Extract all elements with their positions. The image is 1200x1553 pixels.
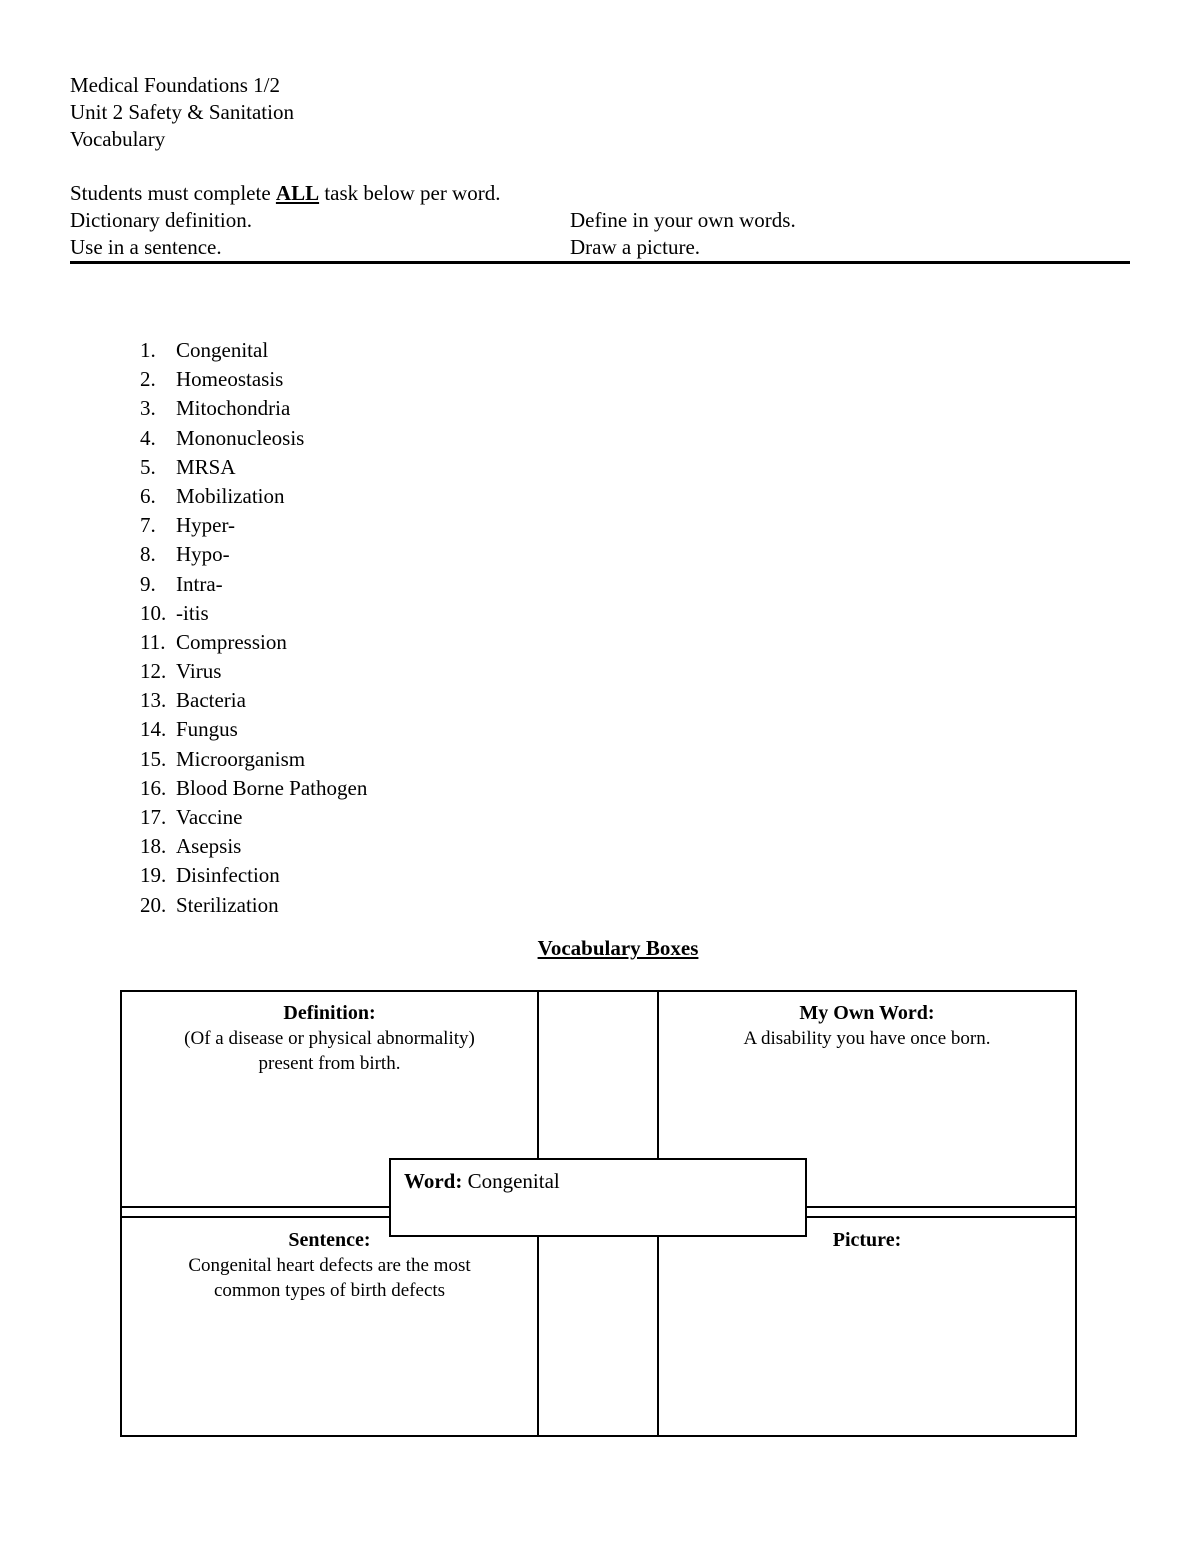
word-line	[404, 1169, 560, 1194]
vocabulary-item-word: Bacteria	[176, 688, 246, 713]
vocabulary-item	[140, 424, 367, 453]
header-divider	[70, 261, 1130, 264]
vocabulary-item-number: 1.	[140, 338, 156, 362]
vocabulary-item-number: 18.	[140, 834, 167, 859]
vocabulary-item-number: 8.	[140, 542, 156, 567]
vocabulary-item-number: 11.	[140, 629, 166, 654]
vocabulary-item-word: Vaccine	[176, 805, 243, 829]
vocabulary-item-number: 20.	[140, 892, 167, 917]
vocabulary-item	[140, 540, 367, 569]
vocabulary-item-number: 10.	[140, 600, 167, 625]
vocabulary-item	[140, 774, 367, 803]
vocabulary-item-number: 15.	[140, 746, 167, 771]
vocabulary-item	[140, 861, 367, 890]
vocabulary-item-number: 6.	[140, 483, 156, 508]
vocabulary-item	[140, 715, 367, 744]
vocabulary-item	[140, 628, 367, 657]
intro-before: Students must complete	[70, 181, 276, 205]
intro-emphasis: ALL	[275, 181, 320, 205]
vocabulary-item	[140, 832, 367, 861]
vocabulary-item-word: Microorganism	[176, 746, 306, 771]
vocabulary-list	[140, 336, 367, 920]
sentence-label: Sentence:	[288, 1229, 371, 1251]
word-value: Congenital	[467, 1169, 560, 1193]
vocabulary-item-number: 4.	[140, 425, 156, 450]
vocabulary-item-word: Disinfection	[176, 863, 280, 888]
topic-title: Vocabulary	[70, 127, 166, 151]
definition-line-1: (Of a disease or physical abnormality)	[184, 1028, 475, 1049]
course-title: Medical Foundations 1/2	[70, 73, 280, 97]
vocabulary-item-word: Mitochondria	[176, 396, 291, 421]
vocabulary-item-word: Hypo-	[176, 542, 230, 567]
vocabulary-item-number: 3.	[140, 396, 156, 421]
vocabulary-item	[140, 394, 367, 423]
definition-label: Definition:	[283, 1002, 376, 1024]
vocabulary-item	[140, 365, 367, 394]
vocabulary-item	[140, 657, 367, 686]
word-box	[389, 1158, 807, 1237]
vocabulary-item-word: Congenital	[176, 338, 269, 362]
vocabulary-item	[140, 511, 367, 540]
vocabulary-item	[140, 599, 367, 628]
vocabulary-item-word: Virus	[176, 659, 222, 684]
vocabulary-item-number: 16.	[140, 775, 167, 800]
vocabulary-item-word: MRSA	[176, 454, 236, 479]
own-words-cell	[659, 1001, 1075, 1051]
vocabulary-item	[140, 453, 367, 482]
vocabulary-item-word: Intra-	[176, 571, 223, 596]
vocabulary-item	[140, 570, 367, 599]
vocabulary-item-number: 9.	[140, 571, 156, 596]
sentence-line-1: Congenital heart defects are the most	[188, 1255, 471, 1276]
vocabulary-item-number: 5.	[140, 454, 156, 479]
instructions-intro	[70, 180, 500, 207]
vocabulary-item-number: 19.	[140, 863, 167, 888]
vocab-boxes-title: Vocabulary Boxes	[537, 936, 699, 960]
vocabulary-item-number: 13.	[140, 688, 167, 713]
definition-cell	[122, 1001, 537, 1076]
vocabulary-item-word: Blood Borne Pathogen	[176, 775, 368, 800]
vocabulary-item-word: Sterilization	[176, 892, 279, 917]
picture-label: Picture:	[832, 1229, 902, 1251]
sentence-cell	[122, 1228, 537, 1303]
word-label: Word:	[404, 1169, 463, 1193]
vocabulary-item-word: Compression	[176, 629, 287, 654]
vocabulary-item	[140, 482, 367, 511]
vocabulary-item	[140, 803, 367, 832]
vocabulary-item-word: -itis	[176, 600, 209, 625]
task-dictionary-definition: Dictionary definition.	[70, 208, 252, 232]
vocabulary-item-word: Fungus	[176, 717, 238, 742]
sentence-line-2: common types of birth defects	[213, 1280, 446, 1301]
task-sentence: Use in a sentence.	[70, 235, 222, 259]
vocabulary-item-word: Mononucleosis	[176, 425, 305, 450]
vocabulary-item	[140, 336, 367, 365]
vocabulary-item-number: 14.	[140, 717, 167, 742]
intro-after: task below per word.	[319, 181, 501, 205]
vocabulary-item	[140, 891, 367, 920]
vocabulary-item-word: Homeostasis	[176, 367, 284, 392]
vocabulary-item-number: 17.	[140, 805, 167, 829]
task-own-words: Define in your own words.	[570, 208, 796, 232]
own-words-label: My Own Word:	[799, 1002, 935, 1024]
vocabulary-item-word: Hyper-	[176, 513, 236, 538]
vocabulary-item	[140, 745, 367, 774]
vocabulary-item-number: 7.	[140, 513, 156, 538]
vocabulary-item-word: Mobilization	[176, 483, 285, 508]
definition-line-2: present from birth.	[258, 1053, 401, 1074]
own-words-line-1: A disability you have once born.	[743, 1028, 991, 1049]
vocabulary-item-word: Asepsis	[176, 834, 242, 859]
vocabulary-item-number: 12.	[140, 659, 167, 684]
task-picture: Draw a picture.	[570, 235, 701, 259]
vocabulary-item-number: 2.	[140, 367, 156, 392]
vocabulary-item	[140, 686, 367, 715]
unit-title: Unit 2 Safety & Sanitation	[70, 100, 294, 124]
